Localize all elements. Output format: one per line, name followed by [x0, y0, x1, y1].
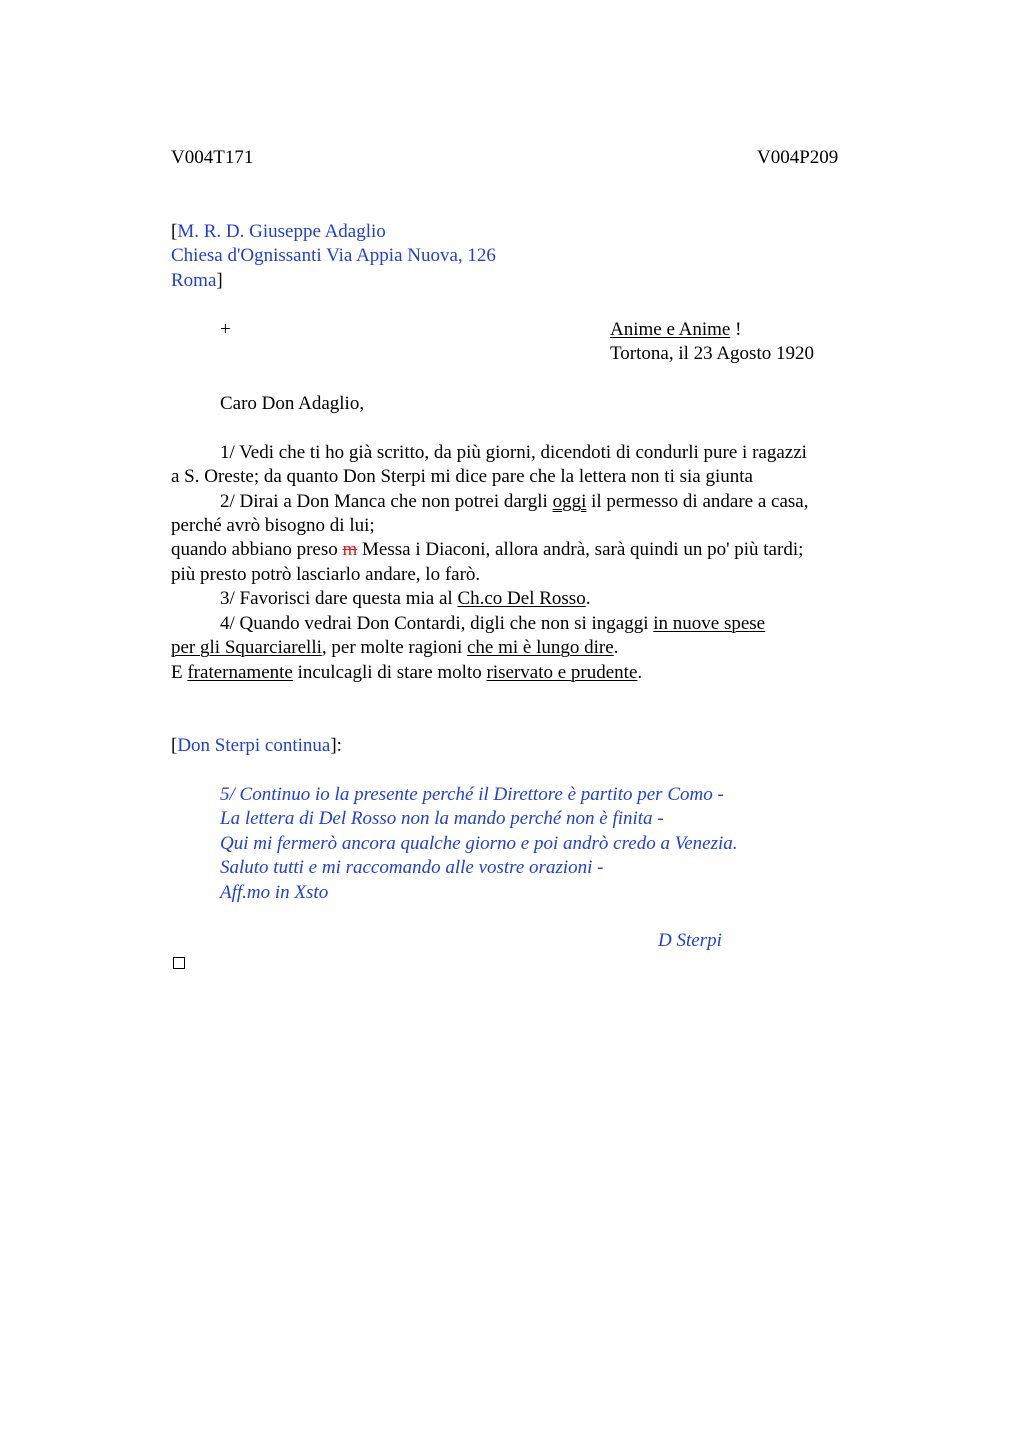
underlined-text: per gli Squarciarelli	[171, 637, 322, 658]
bracket-open: [	[171, 735, 178, 756]
text-run: inculcagli di stare molto	[292, 662, 487, 683]
salutation: Caro Don Adaglio,	[220, 393, 365, 414]
double-underlined-word: oggi	[552, 491, 587, 512]
body-line	[171, 538, 803, 562]
body-line	[220, 612, 765, 636]
address-line-2: Chiesa d'Ognissanti Via Appia Nuova, 126	[171, 245, 496, 266]
signature: D Sterpi	[658, 930, 722, 951]
body-line	[171, 636, 618, 660]
body-line: 1/ Vedi che ti ho già scritto, da più giorni, dicendoti di condurli pure i ragazzi	[220, 442, 807, 463]
document-code-left: V004T171	[171, 147, 254, 168]
text-run: E	[171, 662, 188, 683]
recipient-name: M. R. D. Giuseppe Adaglio	[177, 221, 386, 242]
text-run: .	[585, 588, 591, 609]
address-line-3	[171, 269, 223, 293]
postscript-line: Saluto tutti e mi raccomando alle vostre orazioni -	[220, 857, 604, 878]
text-run: 3/ Favorisci dare questa mia al	[220, 588, 458, 609]
bracket-open: [	[171, 221, 178, 242]
body-line	[220, 490, 808, 514]
postscript-closing: Aff.mo in Xsto	[220, 882, 329, 903]
body-line: più presto potrò lasciarlo andare, lo farò.	[171, 564, 481, 585]
postscript-line: La lettera di Del Rosso non la mando perché non è finita -	[220, 808, 664, 829]
text-run: quando abbiano preso	[171, 539, 343, 560]
postscript-line: 5/ Continuo io la presente perché il Direttore è partito per Como -	[220, 784, 724, 805]
body-line	[171, 661, 642, 685]
deleted-text: m	[342, 539, 358, 560]
cross-symbol: +	[220, 319, 231, 340]
address-line-1	[171, 220, 386, 244]
place-date: Tortona, il 23 Agosto 1920	[610, 343, 814, 364]
continuation-note	[171, 734, 342, 758]
text-run: 2/ Dirai a Don Manca che non potrei dargli	[220, 491, 553, 512]
bracket-close: ]	[216, 270, 223, 291]
text-run: .	[637, 662, 643, 683]
address-city: Roma	[171, 270, 217, 291]
motto	[610, 318, 741, 342]
text-run: , per molte ragioni	[321, 637, 467, 658]
text-run: Messa i Diaconi, allora andrà, sarà quindi un po' più tardi;	[357, 539, 804, 560]
underlined-text: Ch.co Del Rosso	[457, 588, 586, 609]
body-line	[220, 587, 590, 611]
body-line: a S. Oreste; da quanto Don Sterpi mi dice pare che la lettera non ti sia giunta	[171, 466, 753, 487]
text-run: 4/ Quando vedrai Don Contardi, digli che non si ingaggi	[220, 613, 654, 634]
text-run: il permesso di andare a casa,	[586, 491, 809, 512]
underlined-text: che mi è lungo dire	[467, 637, 614, 658]
document-code-right: V004P209	[757, 147, 839, 168]
continuation-label: Don Sterpi continua	[177, 735, 331, 756]
underlined-text: riservato e prudente	[486, 662, 638, 683]
motto-exclamation: !	[730, 319, 742, 340]
body-line: perché avrò bisogno di lui;	[171, 515, 375, 536]
bracket-close: ]:	[330, 735, 342, 756]
motto-text: Anime e Anime	[610, 319, 731, 340]
underlined-text: fraternamente	[187, 662, 293, 683]
end-marker-square	[173, 957, 185, 969]
underlined-text: in nuove spese	[653, 613, 766, 634]
text-run: .	[613, 637, 619, 658]
postscript-line: Qui mi fermerò ancora qualche giorno e poi andrò credo a Venezia.	[220, 833, 738, 854]
